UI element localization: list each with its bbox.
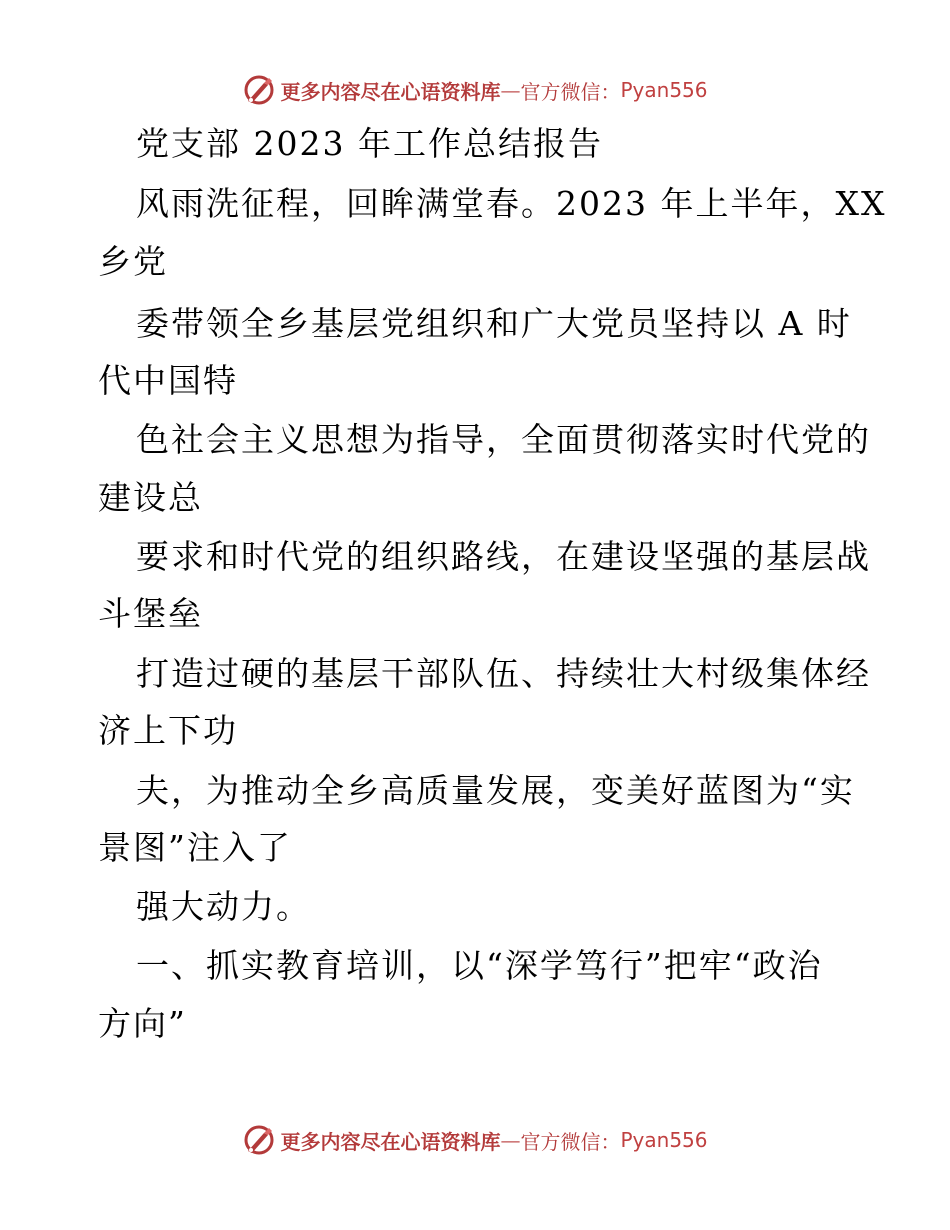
paragraph-line: 乡党 bbox=[98, 242, 168, 281]
paragraph-line: 色社会主义思想为指导，全面贯彻落实时代党的 bbox=[136, 420, 871, 459]
paragraph-line: 要求和时代党的组织路线，在建设坚强的基层战 bbox=[136, 537, 871, 576]
banner-wechat-id: Pyan556 bbox=[620, 78, 708, 102]
section-heading-line: 一、抓实教育培训，以“深学笃行”把牢“政治 bbox=[136, 946, 823, 985]
pen-logo-icon bbox=[242, 73, 276, 107]
banner-dash: — bbox=[500, 78, 521, 102]
banner-dash: — bbox=[500, 1128, 521, 1152]
paragraph-line: 风雨洗征程，回眸满堂春。2023 年上半年，XX bbox=[136, 184, 887, 223]
pen-logo-icon bbox=[242, 1123, 276, 1157]
paragraph-line: 打造过硬的基层干部队伍、持续壮大村级集体经 bbox=[136, 654, 871, 693]
footer-banner bbox=[0, 1120, 950, 1160]
paragraph-line: 景图”注入了 bbox=[98, 828, 292, 867]
paragraph-line: 强大动力。 bbox=[136, 887, 311, 926]
paragraph-line: 济上下功 bbox=[98, 711, 238, 750]
paragraph-line: 夫，为推动全乡高质量发展，变美好蓝图为“实 bbox=[136, 771, 855, 810]
paragraph-line: 斗堡垒 bbox=[98, 594, 203, 633]
paragraph-line: 代中国特 bbox=[98, 361, 238, 400]
section-heading-line: 方向” bbox=[98, 1004, 187, 1043]
header-banner bbox=[0, 70, 950, 110]
banner-site-name: 更多内容尽在心语资料库 bbox=[280, 79, 501, 104]
banner-official-label: 官方微信： bbox=[520, 79, 621, 104]
paragraph-line: 建设总 bbox=[98, 478, 203, 517]
banner-site-name: 更多内容尽在心语资料库 bbox=[280, 1129, 501, 1154]
banner-official-label: 官方微信： bbox=[520, 1129, 621, 1154]
banner-wechat-id: Pyan556 bbox=[620, 1128, 708, 1152]
paragraph-line: 委带领全乡基层党组织和广大党员坚持以 A 时 bbox=[136, 304, 852, 343]
document-title: 党支部 2023 年工作总结报告 bbox=[136, 124, 603, 163]
